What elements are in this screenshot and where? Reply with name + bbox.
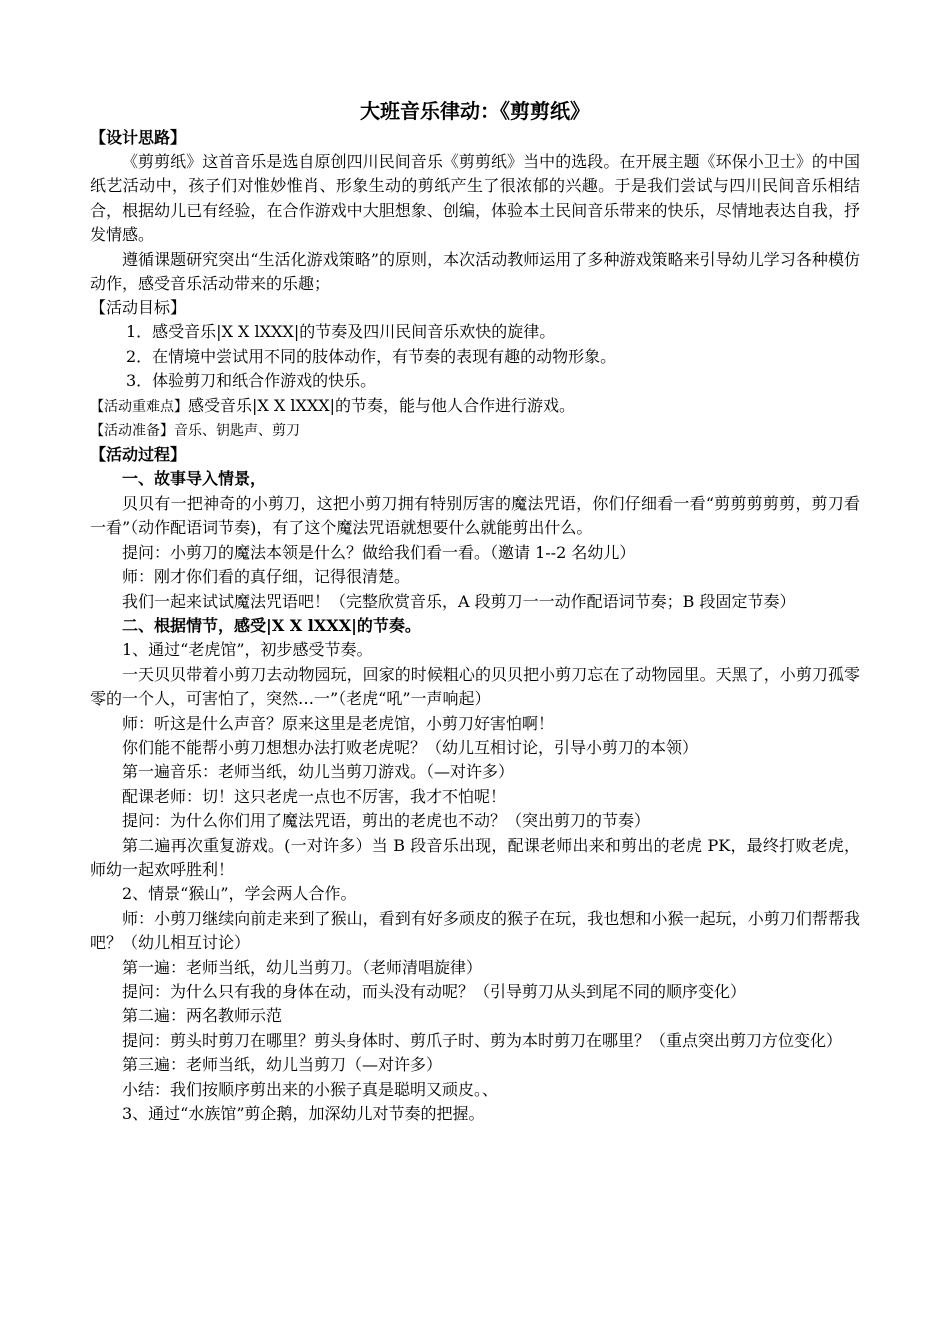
step-2-title: 二、根据情节，感受|X X lXXX|的节奏。 (122, 615, 421, 635)
step-2-paragraph-3: 师：听这是什么声音？原来这里是老虎馆，小剪刀好害怕啊！ (122, 713, 555, 733)
step-2-paragraph-13: 第二遍：两名教师示范 (122, 1006, 283, 1026)
step-2-paragraph-7: 提问：为什么你们用了魔法咒语，剪出的老虎也不动？（突出剪刀的节奏） (122, 811, 651, 831)
design-paragraph-1: 《剪剪纸》这首音乐是选自原创四川民间音乐《剪剪纸》当中的选段。在开展主题《环保小卫士》的中国纸艺活动中，孩子们对惟妙惟肖、形象生动的剪纸产生了很浓郁的兴趣。于是我们尝试与四川民间音乐相结合，根据幼儿已有经验，在合作游戏中大胆想象、创编，体验本土民间音乐带来的快乐，尽情地表达自我，抒发情感。 (90, 152, 860, 245)
document-page (90, 96, 860, 1126)
goal-1: 1．感受音乐|X X lXXX|的节奏及四川民间音乐欢快的旋律。 (126, 322, 556, 342)
step-2-paragraph-14: 提问：剪头时剪刀在哪里？剪头身体时、剪爪子时、剪为本时剪刀在哪里？（重点突出剪刀方位变化） (122, 1030, 843, 1050)
step-2-paragraph-4: 你们能不能帮小剪刀想想办法打败老虎呢？（幼儿互相讨论，引导小剪刀的本领） (122, 737, 699, 757)
step-2-paragraph-1: 1、通过“老虎馆”，初步感受节奏。 (122, 640, 373, 660)
step-1-paragraph-4: 我们一起来试试魔法咒语吧！（完整欣赏音乐，A 段剪刀一一动作配语词节奏；B 段固定节奏） (122, 591, 796, 611)
goal-3: 3．体验剪刀和纸合作游戏的快乐。 (126, 371, 377, 391)
goals-heading: 【活动目标】 (90, 298, 187, 318)
key-points-label: 【活动重难点】 (90, 398, 188, 415)
step-1-paragraph-1: 贝贝有一把神奇的小剪刀，这把小剪刀拥有特别厉害的魔法咒语，你们仔细看一看“剪剪剪剪剪，剪刀看一看”（动作配语词节奏)，有了这个魔法咒语就想要什么就能剪出什么。 (90, 493, 860, 538)
step-2-paragraph-10: 师：小剪刀继续向前走来到了猴山，看到有好多顽皮的猴子在玩，我也想和小猴一起玩，小剪刀们帮帮我吧？（幼儿相互讨论） (90, 908, 860, 953)
step-2-paragraph-12: 提问：为什么只有我的身体在动，而头没有动呢？（引导剪刀从头到尾不同的顺序变化） (122, 982, 747, 1001)
preparation-label: 【活动准备】 (90, 423, 174, 440)
preparation (90, 419, 860, 443)
step-2-paragraph-15: 第三遍：老师当纸，幼儿当剪刀（—对许多） (122, 1055, 443, 1075)
page-title: 大班音乐律动：《剪剪纸》 (360, 99, 590, 123)
step-2-paragraph-2: 一天贝贝带着小剪刀去动物园玩，回家的时候粗心的贝贝把小剪刀忘在了动物园里。天黑了，小剪刀孤零零的一个人，可害怕了，突然…一”（老虎“吼”一声响起） (90, 664, 860, 709)
preparation-text: 音乐、钥匙声、剪刀 (174, 423, 300, 440)
step-2-paragraph-9: 2、情景“猴山”，学会两人合作。 (122, 884, 357, 904)
goal-2: 2．在情境中尝试用不同的肢体动作，有节奏的表现有趣的动物形象。 (126, 346, 617, 366)
step-2-paragraph-6: 配课老师：切！这只老虎一点也不厉害，我才不怕呢！ (122, 786, 507, 806)
step-2-paragraph-8: 第二遍再次重复游戏。(一对许多）当 B 段音乐出现，配课老师出来和剪出的老虎 PK，最终打败老虎，师幼一起欢呼胜利！ (90, 835, 860, 879)
step-1-title: 一、故事导入情景， (122, 469, 267, 489)
key-points (90, 394, 860, 419)
process-heading: 【活动过程】 (90, 445, 187, 465)
step-2-paragraph-5: 第一遍音乐：老师当纸，幼儿当剪刀游戏。（—对许多） (122, 762, 515, 782)
design-heading: 【设计思路】 (90, 128, 187, 147)
step-1-paragraph-3: 师：刚才你们看的真仔细，记得很清楚。 (122, 567, 411, 587)
design-paragraph-2: 遵循课题研究突出“生活化游戏策略”的原则，本次活动教师运用了多种游戏策略来引导幼儿学习各种模仿动作，感受音乐活动带来的乐趣； (90, 249, 860, 294)
step-2-paragraph-16: 小结：我们按顺序剪出来的小猴子真是聪明又顽皮。、 (122, 1079, 499, 1099)
step-1-paragraph-2: 提问：小剪刀的魔法本领是什么？做给我们看一看。（邀请 1--2 名幼儿） (122, 542, 636, 562)
step-2-paragraph-17: 3、通过“水族馆”剪企鹅，加深幼儿对节奏的把握。 (122, 1104, 485, 1124)
step-2-paragraph-11: 第一遍：老师当纸，幼儿当剪刀。（老师清唱旋律） (122, 957, 483, 977)
key-points-text: 感受音乐|X X lXXX|的节奏，能与他人合作进行游戏。 (188, 395, 576, 415)
